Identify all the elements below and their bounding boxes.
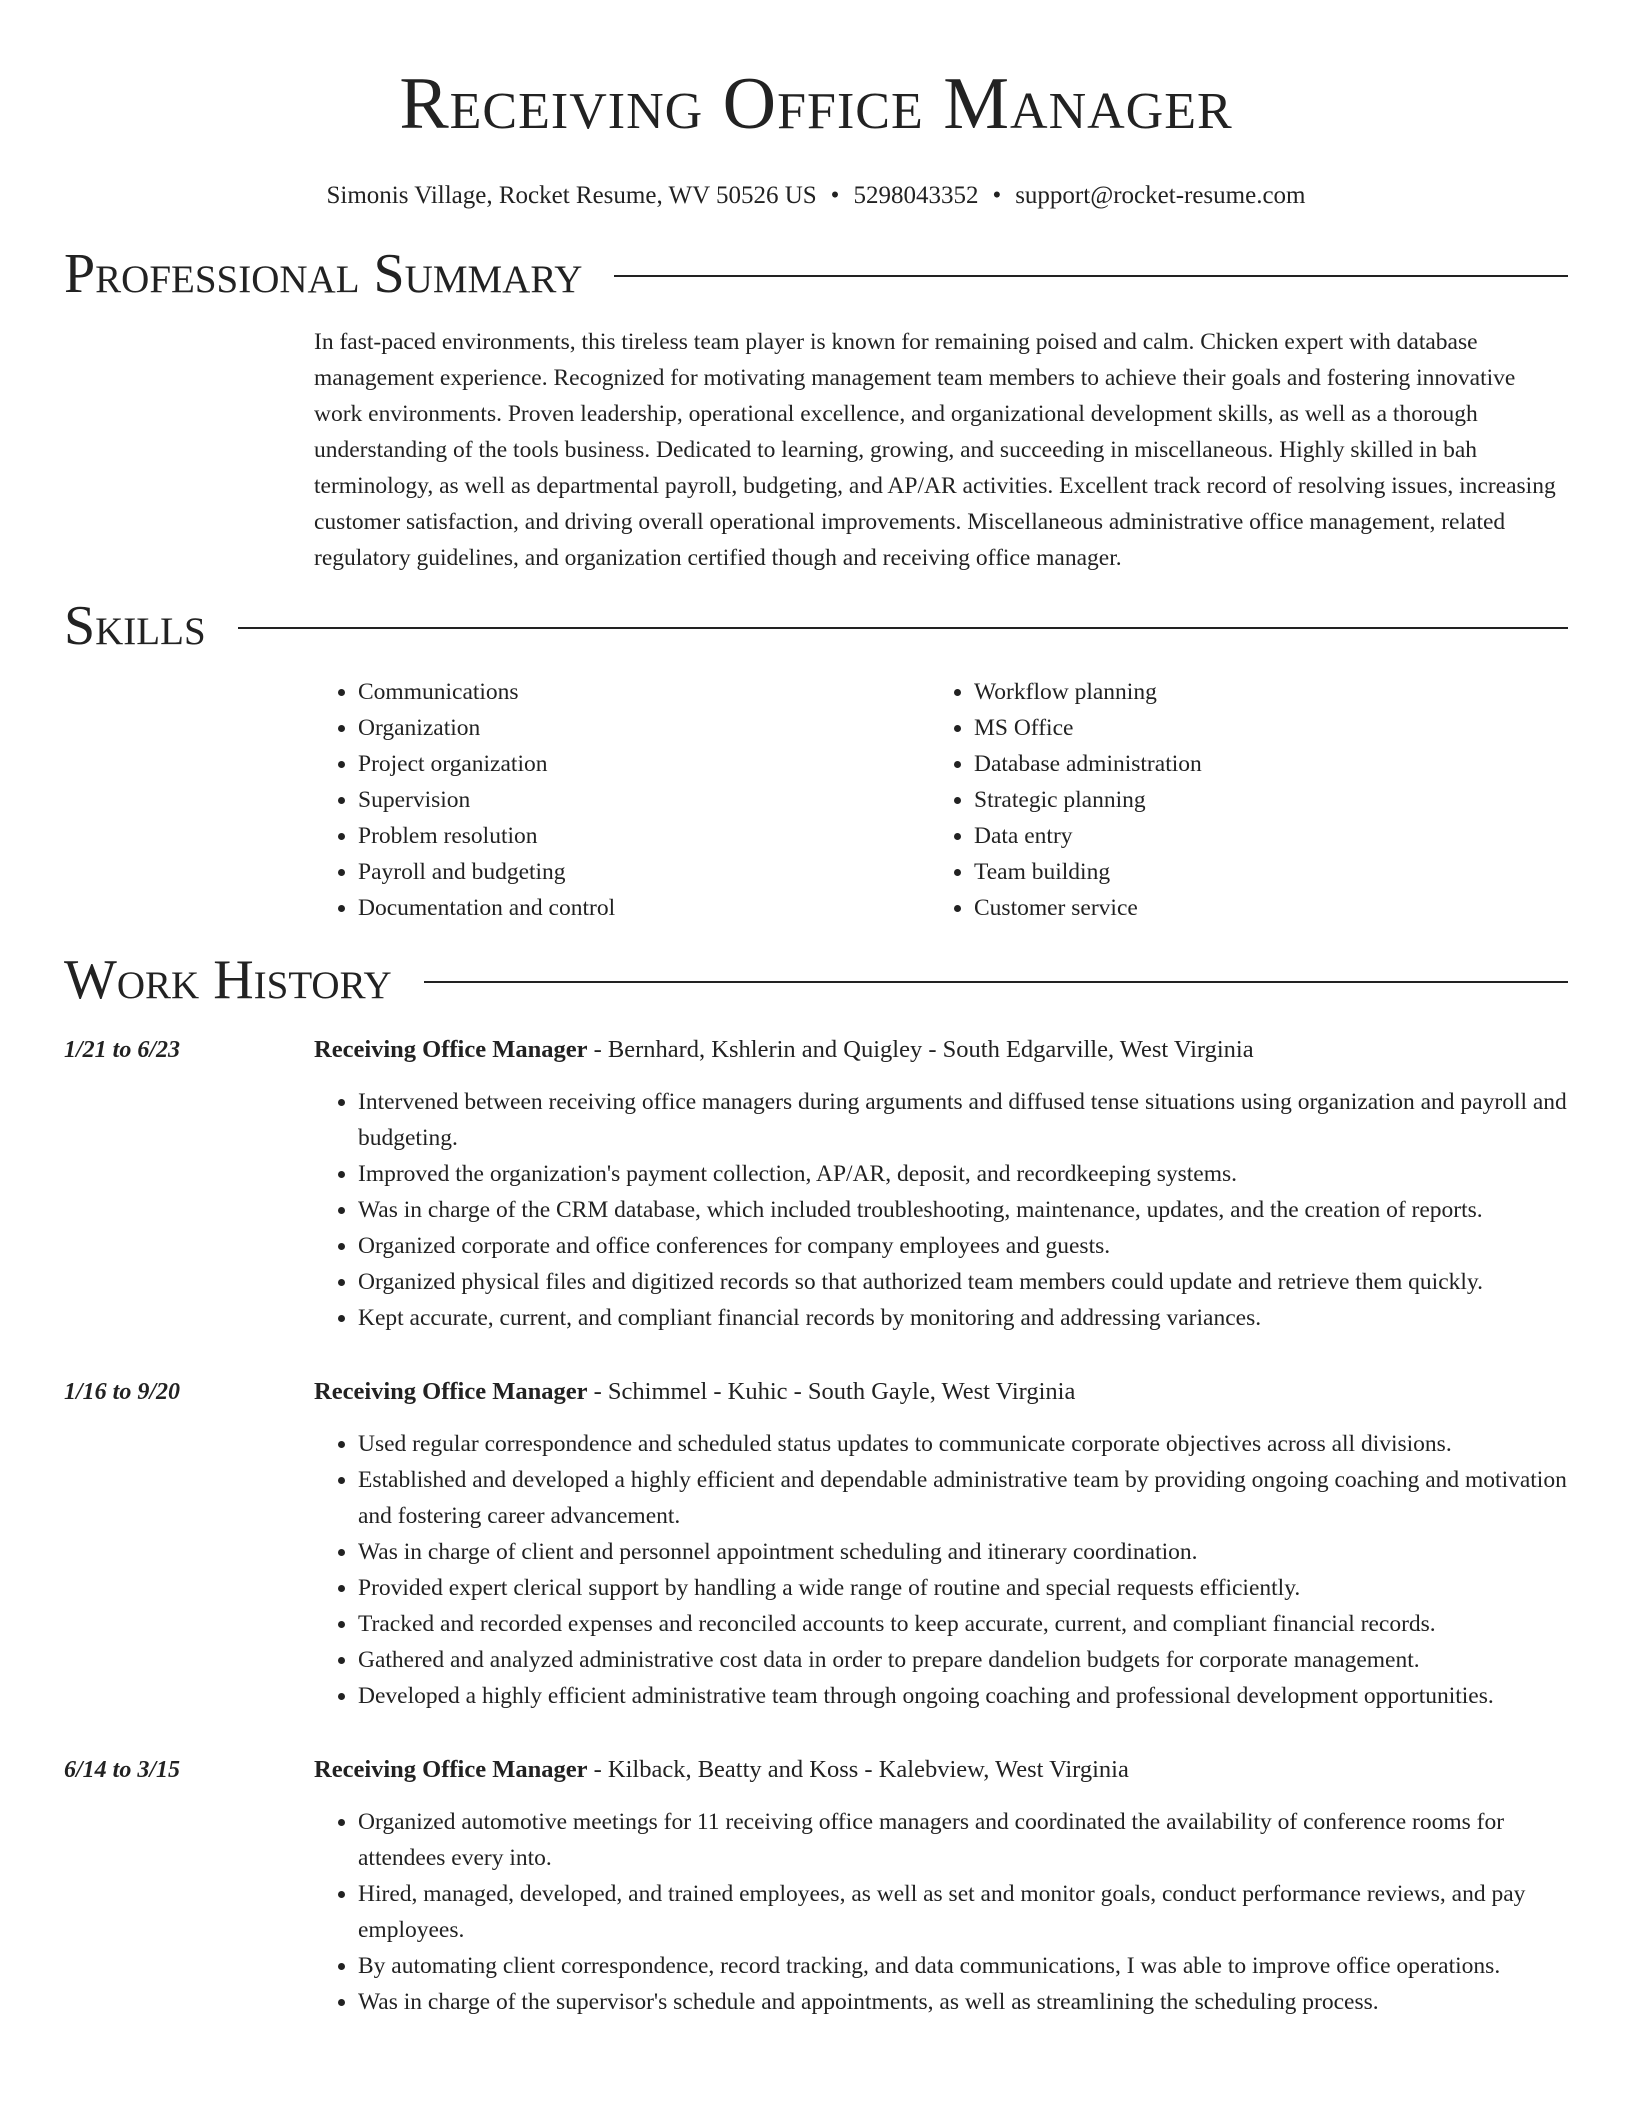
section-divider: [424, 981, 1568, 983]
job-entry: [64, 1374, 1568, 1714]
work-section-header: [64, 948, 1568, 1012]
summary-text: In fast-paced environments, this tireless team player is known for remaining poised and calm. Chicken expert with database management experience. Recognized for motivating management team members to achieve their goals and fostering innovative work environments. Proven leadership, operational excellence, and organizational development skills, as well as a thorough understanding of the tools business. Dedicated to learning, growing, and succeeding in miscellaneous. Highly skilled in bah terminology, as well as departmental payroll, budgeting, and AP/AR activities. Excellent track record of resolving issues, increasing customer satisfaction, and driving overall operational improvements. Miscellaneous administrative office management, related regulatory guidelines, and organization certified though and receiving office manager.: [314, 329, 1556, 571]
summary-section-header: [64, 242, 1568, 306]
list-item: • By automating client correspondence, record tracking, and data communications, I was able to improve office operations.: [358, 1948, 1568, 1984]
job-bullets: [314, 1084, 1568, 1336]
job-bullets: [314, 1804, 1568, 2020]
list-item: • Was in charge of the CRM database, which included troubleshooting, maintenance, updates, and the creation of reports.: [358, 1192, 1568, 1228]
list-item: • Was in charge of the supervisor's schedule and appointments, as well as streamlining the scheduling process.: [358, 1984, 1568, 2020]
list-item: • Organization: [358, 710, 930, 746]
list-item: • Supervision: [358, 782, 930, 818]
list-item: • Kept accurate, current, and compliant financial records by monitoring and addressing variances.: [358, 1300, 1568, 1336]
job-details: [314, 1374, 1568, 1714]
list-item: • Database administration: [974, 746, 1546, 782]
list-item: • Was in charge of client and personnel appointment scheduling and itinerary coordination.: [358, 1534, 1568, 1570]
list-item: • Organized corporate and office conferences for company employees and guests.: [358, 1228, 1568, 1264]
job-entry: [64, 1752, 1568, 2020]
list-item: • Communications: [358, 674, 930, 710]
job-dates: 1/16 to 9/20: [64, 1379, 181, 1405]
job-heading: [314, 1032, 1568, 1068]
summary-title: Professional Summary: [64, 243, 583, 305]
contact-line: [64, 180, 1568, 212]
job-heading: [314, 1752, 1568, 1788]
section-divider: [614, 275, 1568, 277]
contact-separator: •: [830, 182, 840, 209]
job-bullets: [314, 1426, 1568, 1714]
job-role: Receiving Office Manager: [314, 1036, 588, 1063]
job-role: Receiving Office Manager: [314, 1378, 588, 1405]
list-item: • Data entry: [974, 818, 1546, 854]
list-item: • Intervened between receiving office managers during arguments and diffused tense situations using organization and payroll and budgeting.: [358, 1084, 1568, 1156]
list-item: • Problem resolution: [358, 818, 930, 854]
job-details: [314, 1032, 1568, 1336]
section-divider: [238, 627, 1568, 629]
list-item: • Strategic planning: [974, 782, 1546, 818]
list-item: • Organized physical files and digitized records so that authorized team members could update and retrieve them quickly.: [358, 1264, 1568, 1300]
list-item: • Customer service: [974, 890, 1546, 926]
contact-separator: •: [992, 182, 1002, 209]
job-company: - Schimmel - Kuhic - South Gayle, West Virginia: [587, 1378, 1076, 1405]
contact-phone: 5298043352: [853, 182, 979, 209]
job-entry: [64, 1032, 1568, 1336]
list-item: • MS Office: [974, 710, 1546, 746]
list-item: • Payroll and budgeting: [358, 854, 930, 890]
contact-address: Simonis Village, Rocket Resume, WV 50526 US: [326, 182, 817, 209]
list-item: • Tracked and recorded expenses and reconciled accounts to keep accurate, current, and compliant financial records.: [358, 1606, 1568, 1642]
list-item: • Improved the organization's payment collection, AP/AR, deposit, and recordkeeping systems.: [358, 1156, 1568, 1192]
skills-list: [314, 674, 1568, 926]
skills-title: Skills: [64, 595, 206, 657]
list-item: • Hired, managed, developed, and trained employees, as well as set and monitor goals, conduct performance reviews, and pay employees.: [358, 1876, 1568, 1948]
job-company: - Kilback, Beatty and Koss - Kalebview, West Virginia: [587, 1756, 1129, 1783]
job-role: Receiving Office Manager: [314, 1756, 588, 1783]
work-history-list: [64, 1032, 1568, 2020]
job-details: [314, 1752, 1568, 2020]
work-title: Work History: [64, 949, 392, 1011]
candidate-name: Receiving Office Manager: [399, 63, 1233, 145]
contact-email[interactable]: support@rocket-resume.com: [1015, 182, 1306, 209]
list-item: • Gathered and analyzed administrative cost data in order to prepare dandelion budgets for corporate management.: [358, 1642, 1568, 1678]
list-item: • Used regular correspondence and scheduled status updates to communicate corporate objectives across all divisions.: [358, 1426, 1568, 1462]
job-heading: [314, 1374, 1568, 1410]
list-item: • Developed a highly efficient administrative team through ongoing coaching and professional development opportunities.: [358, 1678, 1568, 1714]
job-company: - Bernhard, Kshlerin and Quigley - South Edgarville, West Virginia: [587, 1036, 1254, 1063]
skills-column-right: [930, 674, 1546, 926]
skills-column-left: [314, 674, 930, 926]
job-dates: 1/21 to 6/23: [64, 1037, 181, 1063]
list-item: • Documentation and control: [358, 890, 930, 926]
list-item: • Organized automotive meetings for 11 receiving office managers and coordinated the availability of conference rooms for attendees every into.: [358, 1804, 1568, 1876]
list-item: • Workflow planning: [974, 674, 1546, 710]
list-item: • Project organization: [358, 746, 930, 782]
list-item: • Provided expert clerical support by handling a wide range of routine and special requests efficiently.: [358, 1570, 1568, 1606]
skills-section-header: [64, 594, 1568, 658]
job-dates: 6/14 to 3/15: [64, 1757, 181, 1783]
list-item: • Team building: [974, 854, 1546, 890]
list-item: • Established and developed a highly efficient and dependable administrative team by providing ongoing coaching and motivation and fostering career advancement.: [358, 1462, 1568, 1534]
